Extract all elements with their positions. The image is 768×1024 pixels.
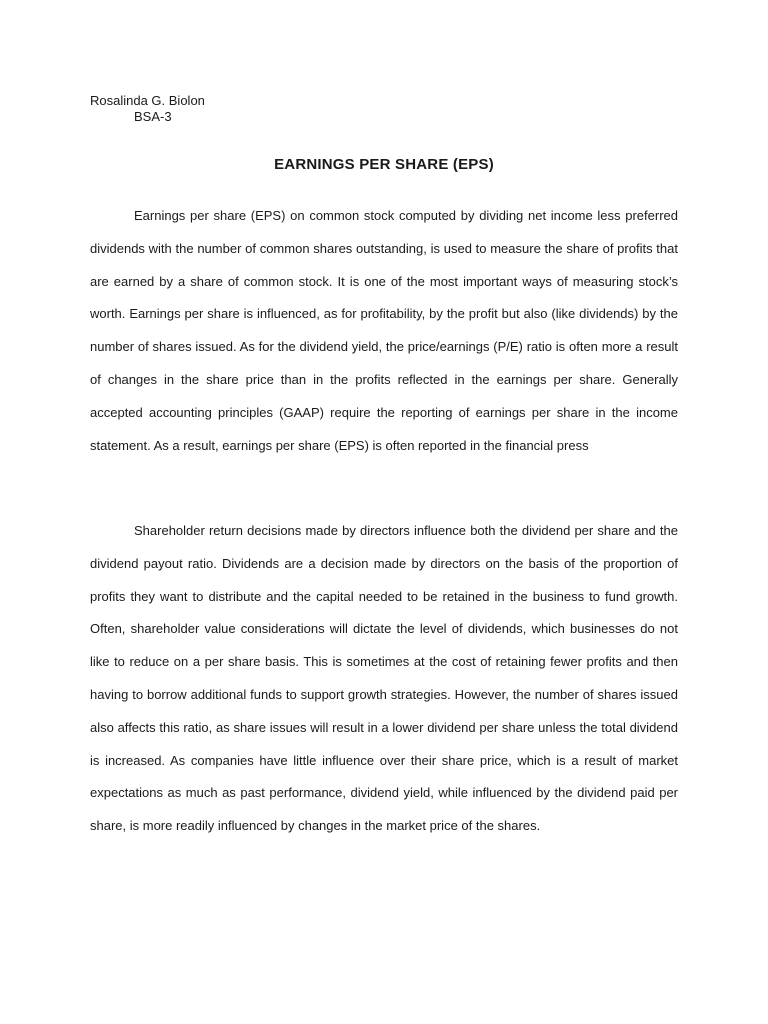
course-label: BSA-3 [134, 109, 172, 124]
paragraph-eps-definition: Earnings per share (EPS) on common stock computed by dividing net income less preferred dividends with the number of common shares outstanding, is used to measure the share of profits that are earned by a share of common stock. It is one of the most important ways of measuring stock’s worth. Earnings per share is influenced, as for profitability, by the profit but also (like dividends) by the number of shares issued. As for the dividend yield, the price/earnings (P/E) ratio is often more a result of changes in the share price than in the profits reflected in the earnings per share. Generally accepted accounting principles (GAAP) require the reporting of earnings per share in the income statement. As a result, earnings per share (EPS) is often reported in the financial press [90, 208, 678, 453]
paragraph-shareholder-return: Shareholder return decisions made by directors influence both the dividend per share and the dividend payout ratio. Dividends are a decision made by directors on the basis of the proportion of profits they want to distribute and the capital needed to be retained in the business to fund growth. Often, shareholder value considerations will dictate the level of dividends, which businesses do not like to reduce on a per share basis. This is sometimes at the cost of retaining fewer profits and then having to borrow additional funds to support growth strategies. However, the number of shares issued also affects this ratio, as share issues will result in a lower dividend per share unless the total dividend is increased. As companies have little influence over their share price, which is a result of market expectations as much as past performance, dividend yield, while influenced by the dividend paid per share, is more readily influenced by changes in the market price of the shares. [90, 523, 678, 834]
author-name: Rosalinda G. Biolon [90, 93, 205, 108]
document-title: EARNINGS PER SHARE (EPS) [274, 156, 494, 173]
